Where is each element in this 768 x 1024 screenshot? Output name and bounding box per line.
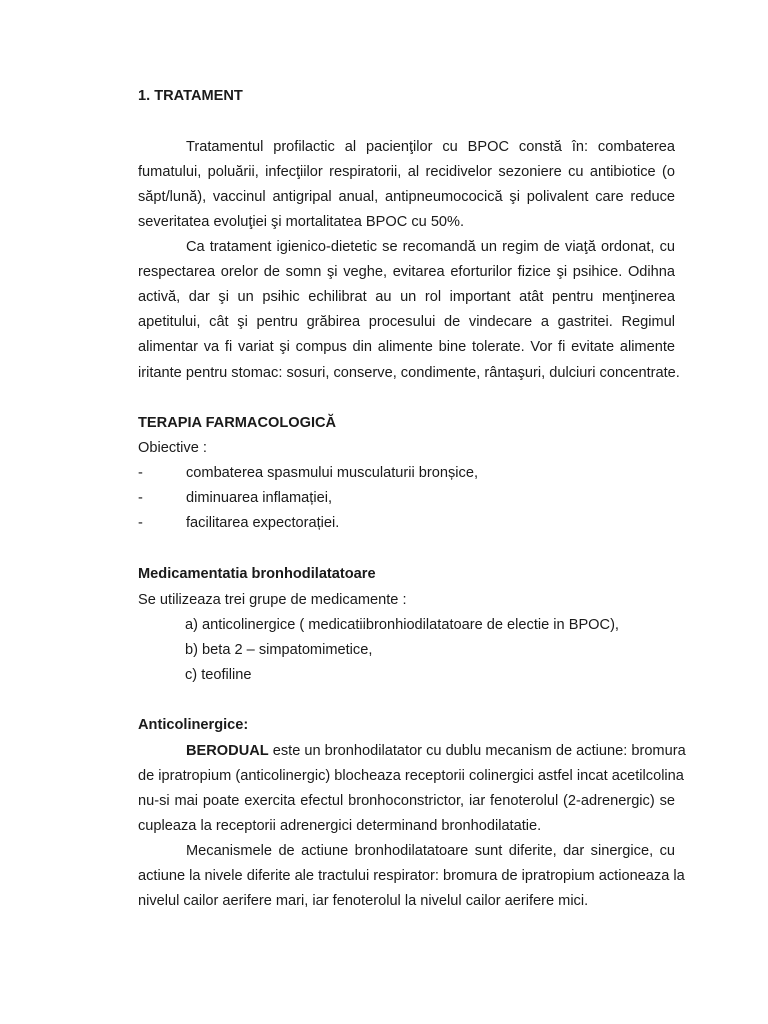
broncho-heading: Medicamentatia bronhodilatatoare: [138, 566, 376, 582]
objective-item: diminuarea inflamației,: [186, 490, 333, 506]
paragraph-2-line: activă, dar şi un psihic echilibrat au un rol important atât pentru menţinerea: [138, 289, 675, 305]
paragraph-1-line: fumatului, poluării, infecţiilor respiratorii, al recidivelor sezoniere cu antibiotice (o: [138, 164, 675, 180]
paragraph-3-text: este un bronhodilatator cu dublu mecanism de actiune: bromura: [268, 743, 686, 759]
paragraph-3-line: de ipratropium (anticolinergic) blocheaza receptorii colinergici astfel incat acetilcolina: [138, 768, 684, 784]
paragraph-4-line: Mecanismele de actiune bronhodilatatoare sunt diferite, dar sinergice, cu: [186, 843, 675, 859]
list-dash: -: [138, 515, 143, 531]
group-item: a) anticolinergice ( medicatiibronhiodilatatoare de electie in BPOC),: [185, 617, 619, 633]
paragraph-2-line: alimentar va fi variat şi compus din alimente bine tolerate. Vor fi evitate alimente: [138, 339, 675, 355]
paragraph-3-line: cupleaza la receptorii adrenergici determinand bronhodilatatie.: [138, 818, 542, 834]
paragraph-2-line: Ca tratament igienico-dietetic se recomandă un regim de viaţă ordonat, cu: [186, 239, 675, 255]
objectives-label: Obiective :: [138, 440, 207, 456]
paragraph-2-line: respectarea orelor de somn şi veghe, evitarea eforturilor fizice şi psihice. Odihna: [138, 264, 675, 280]
berodual-name: BERODUAL: [186, 743, 269, 759]
list-dash: -: [138, 465, 143, 481]
paragraph-1-line: săpt/lună), vaccinul antigripal anual, antipneumococică şi polivalent care reduce: [138, 189, 675, 205]
objective-item: combaterea spasmului musculaturii bronșice,: [186, 465, 479, 481]
list-dash: -: [138, 490, 143, 506]
paragraph-4-line: nivelul cailor aerifere mari, iar fenoterolul la nivelul cailor aerifere mici.: [138, 893, 589, 909]
group-item: b) beta 2 – simpatomimetice,: [185, 642, 373, 658]
objective-item: facilitarea expectorației.: [186, 515, 340, 531]
groups-intro: Se utilizeaza trei grupe de medicamente :: [138, 592, 407, 608]
paragraph-1-line: Tratamentul profilactic al pacienţilor cu BPOC constă în: combaterea: [186, 139, 675, 155]
paragraph-4-line: actiune la nivele diferite ale tractului respirator: bromura de ipratropium actioneaza la: [138, 868, 685, 884]
pharma-heading: TERAPIA FARMACOLOGICĂ: [138, 415, 337, 431]
paragraph-1-line: severitatea evoluţiei şi mortalitatea BPOC cu 50%.: [138, 214, 465, 230]
section-heading: 1. TRATAMENT: [138, 88, 243, 104]
paragraph-2-line: iritante pentru stomac: sosuri, conserve, condimente, rântaşuri, dulciuri concentrate.: [138, 365, 680, 381]
anticol-heading: Anticolinergice:: [138, 717, 249, 733]
paragraph-3-line: [186, 742, 686, 760]
paragraph-3-line: nu-si mai poate exercita efectul bronhoconstrictor, iar fenoterolul (2-adrenergic) se: [138, 793, 675, 809]
paragraph-2-line: apetitului, cât şi pentru grăbirea procesului de vindecare a gastritei. Regimul: [138, 314, 675, 330]
group-item: c) teofiline: [185, 667, 252, 683]
